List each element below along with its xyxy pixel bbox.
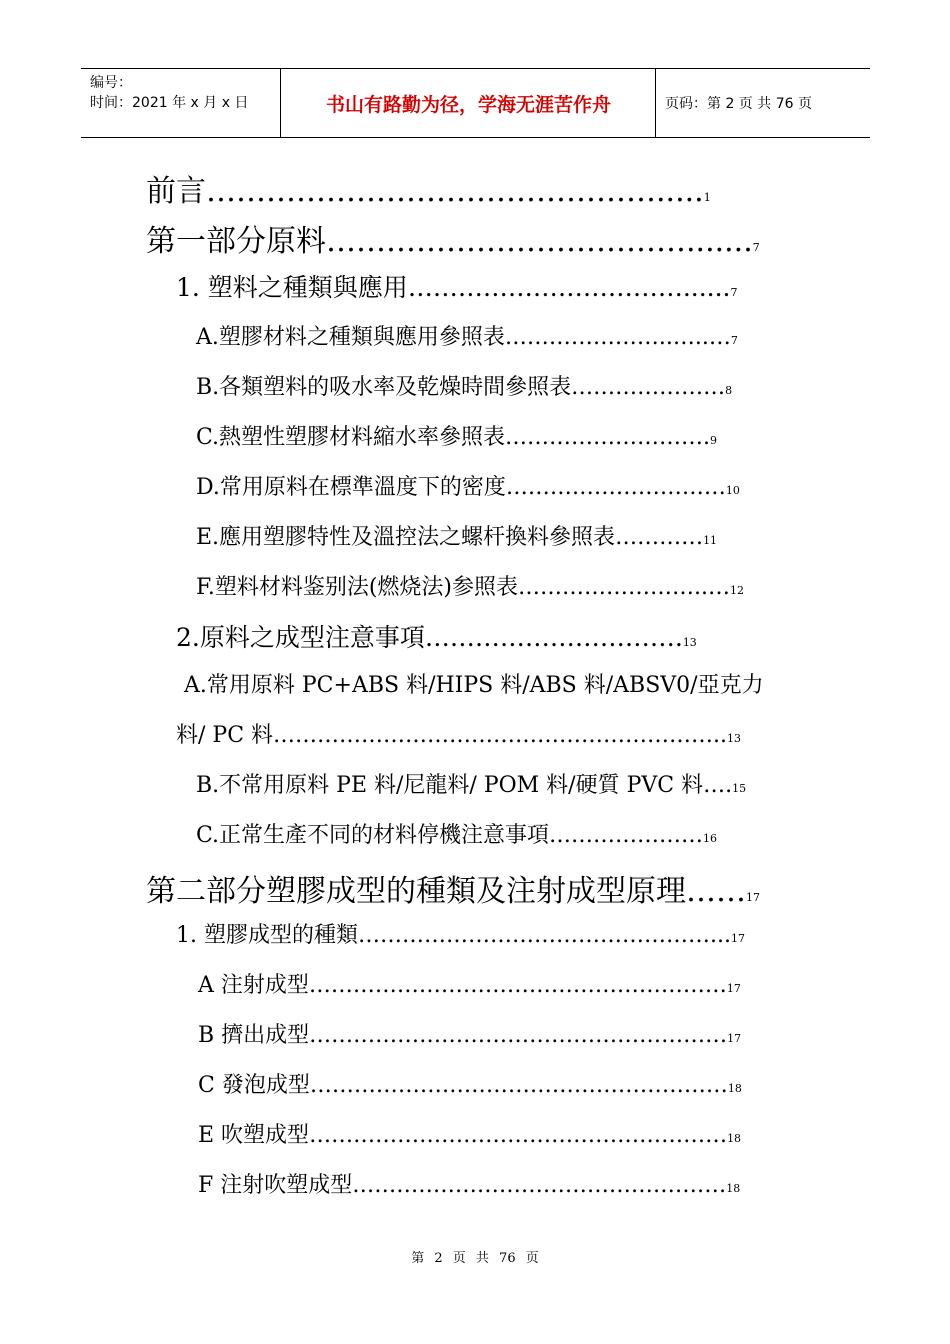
toc-entry-leader: ………………………………………………… [308,973,727,998]
toc-entry-title: F 注射吹塑成型 [198,1173,353,1198]
toc-entry [176,268,738,304]
toc-entry-title: A.塑膠材料之種類與應用參照表 [196,325,505,350]
toc-entry [176,618,697,654]
toc-entry-leader: ………………………………………………… [309,1073,728,1098]
toc-entry-page: 7 [730,286,738,299]
toc-entry-leader: …… [686,874,746,909]
toc-entry [198,1018,741,1049]
toc-entry-title: E.應用塑膠特性及溫控法之螺杆換料參照表 [196,525,616,550]
header-motto: 书山有路勤为径，学海无涯苦作舟 [282,69,656,137]
toc-entry-title: 2.原料之成型注意事項 [176,623,425,652]
toc-entry-page: 17 [727,1032,742,1045]
toc-entry [146,216,760,260]
toc-entry-title: 第一部分原料 [146,224,326,259]
toc-entry-page: 9 [710,434,718,447]
toc-entry-title: F.塑料材料鉴别法(燃烧法)参照表 [196,575,518,600]
toc-entry [196,420,717,451]
toc-entry-page: 17 [726,982,741,995]
toc-entry-page: 18 [727,1082,742,1095]
toc-entry [196,818,717,849]
toc-entry-page: 16 [703,832,718,845]
toc-entry-leader: ………………………………………………… [309,1123,728,1148]
toc-entry-leader: ………………………… [505,475,726,500]
toc-entry-page: 18 [726,1182,741,1195]
toc-entry-title: C.熱塑性塑膠材料縮水率參照表 [196,425,506,450]
toc-entry [198,1168,740,1199]
toc-entry-leader: ……………………………...... [407,273,731,302]
toc-entry-title: 前言 [146,174,206,209]
toc-entry [198,968,741,999]
toc-entry [196,370,732,401]
toc-entry-page: 18 [727,1132,742,1145]
toc-entry-leader: ……………………..… [518,575,730,600]
toc-entry-page: 7 [730,334,738,347]
toc-entry-leader: ………………… [571,375,726,400]
toc-entry [196,768,746,799]
toc-entry-page: 17 [746,891,760,904]
toc-entry [196,520,717,551]
toc-entry-page: 13 [727,732,742,745]
number-label: 编号： [90,75,132,91]
toc-entry-title: B.各類塑料的吸水率及乾燥時間參照表 [196,375,572,400]
toc-entry-title: A 注射成型 [198,973,309,998]
toc-entry-leader: …………………………………………... [357,923,731,948]
toc-entry [146,166,711,210]
toc-entry-title: D.常用原料在標準溫度下的密度 [196,475,506,500]
toc-entry-page: 17 [730,932,745,945]
toc-entry-page: 7 [752,241,760,254]
toc-entry-leader: …………………..…..… [504,325,731,350]
toc-entry-title: A.常用原料 PC+ABS 料/HIPS 料/ABS 料/ABSV0/亞克力 [184,673,764,698]
toc-entry [184,668,764,699]
toc-entry-page: 1 [703,191,711,204]
toc-entry-leader: …………………………………………………….. [273,723,728,748]
time-label: 时间：2021 年 x 月 x 日 [90,95,249,111]
toc-entry [176,918,745,949]
toc-entry-page: 10 [725,484,740,497]
toc-entry-page: 8 [725,384,733,397]
toc-entry-leader: ………………………………………………… [309,1023,728,1048]
toc-entry-leader: …………………………. [424,623,683,652]
toc-entry-leader: ………………… [549,823,704,848]
header-meta [81,69,281,137]
toc-entry-leader: ………………………. [505,425,711,450]
toc-entry [196,470,740,501]
toc-entry-page: 15 [732,782,747,795]
toc-entry-page: 13 [682,636,697,649]
toc-entry-title: B.不常用原料 PE 料/尼龍料/ POM 料/硬質 PVC 料 [196,773,704,798]
toc-entry [198,1118,741,1149]
toc-entry-title: 料/ PC 料 [176,723,274,748]
toc-entry-title: E 吹塑成型 [198,1123,310,1148]
toc-entry-page: 11 [703,534,718,547]
toc-entry-title: 第二部分塑膠成型的種類及注射成型原理 [146,874,686,909]
toc-entry-leader: ………………………………....... [326,224,753,259]
toc-entry [198,1068,742,1099]
page-footer: 第 2 页 共 76 页 [411,1251,539,1266]
header-page-info: 页码：第 2 页 共 76 页 [665,96,812,112]
toc-entry-leader: ………… [615,525,704,550]
page-header [81,68,870,138]
toc-entry [146,866,760,910]
toc-entry [196,320,738,351]
toc-entry-leader: …………………………………………… [352,1173,727,1198]
toc-entry [196,570,744,601]
toc-entry-leader: ………………………………………..... [206,174,704,209]
toc-entry-page: 12 [730,584,744,597]
toc-entry [176,718,741,749]
toc-entry-title: B 擠出成型 [198,1023,310,1048]
toc-entry-title: 1. 塑膠成型的種類 [176,923,358,948]
toc-entry-title: C 發泡成型 [198,1073,310,1098]
toc-entry-title: 1. 塑料之種類與應用 [176,273,408,302]
toc-entry-title: C.正常生產不同的材料停機注意事項 [196,823,550,848]
toc-entry-leader: …. [703,773,733,798]
